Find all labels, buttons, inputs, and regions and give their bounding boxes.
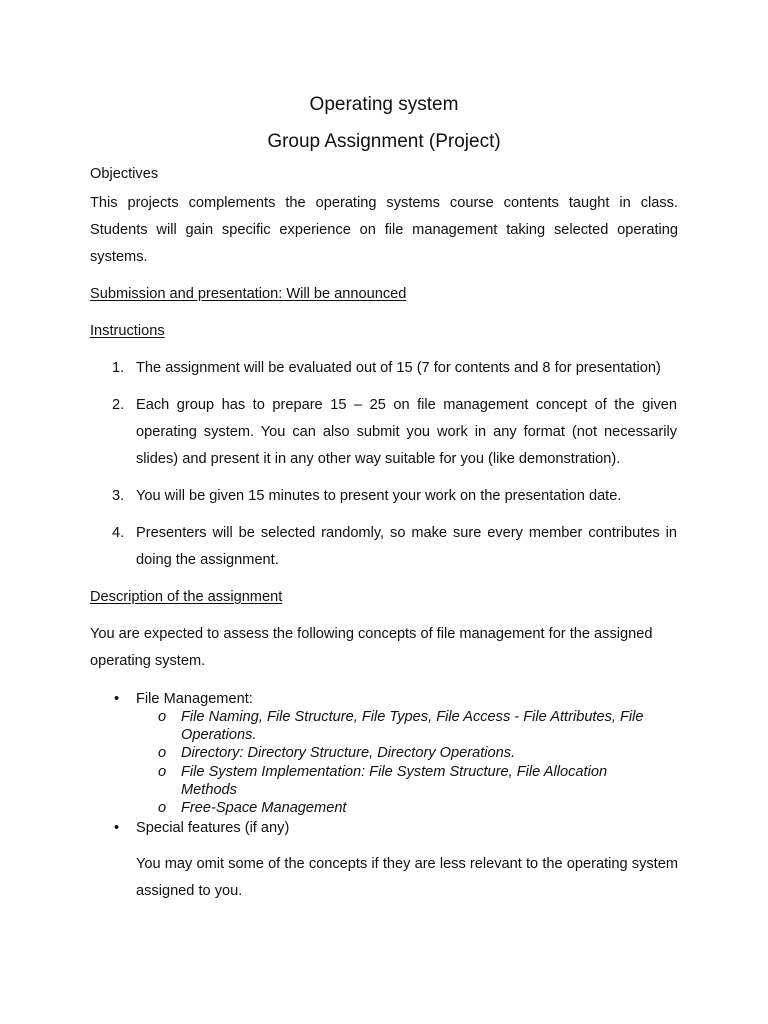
objectives-text: This projects complements the operating systems course contents taught in class. Students will gain specific experience on file management taking selected operating systems. bbox=[90, 195, 678, 265]
list-number: 2. bbox=[112, 397, 125, 413]
document-title: Operating system bbox=[309, 94, 459, 115]
sub-bullet-mark: o bbox=[158, 709, 167, 725]
instruction-text: The assignment will be evaluated out of 15 (7 for contents and 8 for presentation) bbox=[136, 360, 661, 376]
sub-bullet-mark: o bbox=[158, 764, 167, 780]
instruction-text: Presenters will be selected randomly, so make sure every member contributes in doing the assignment. bbox=[136, 525, 677, 568]
sub-item-text: Free-Space Management bbox=[181, 800, 347, 816]
sub-item-text: Directory: Directory Structure, Directory Operations. bbox=[181, 745, 516, 761]
bullet-text: Special features (if any) bbox=[136, 820, 290, 836]
description-heading: Description of the assignment bbox=[90, 589, 283, 605]
list-number: 4. bbox=[112, 525, 125, 541]
submission-heading: Submission and presentation: Will be announced bbox=[90, 286, 407, 302]
closing-paragraph: You may omit some of the concepts if they are less relevant to the operating system assigned to you. bbox=[136, 856, 678, 899]
description-intro: You are expected to assess the following concepts of file management for the assigned operating system. bbox=[90, 626, 653, 669]
sub-bullet-mark: o bbox=[158, 745, 167, 761]
bullet-mark: • bbox=[114, 691, 120, 707]
instruction-text: You will be given 15 minutes to present your work on the presentation date. bbox=[136, 488, 622, 504]
sub-bullet-mark: o bbox=[158, 800, 167, 816]
instructions-heading: Instructions bbox=[90, 323, 165, 339]
sub-item-text: File Naming, File Structure, File Types, File Access - File Attributes, File Operations. bbox=[181, 709, 644, 743]
list-number: 3. bbox=[112, 488, 125, 504]
document-subtitle: Group Assignment (Project) bbox=[267, 131, 501, 152]
bullet-text: File Management: bbox=[136, 691, 253, 707]
bullet-mark: • bbox=[114, 820, 120, 836]
sub-item-text: File System Implementation: File System Structure, File Allocation Methods bbox=[181, 764, 608, 798]
objectives-heading: Objectives bbox=[90, 166, 159, 182]
list-number: 1. bbox=[112, 360, 125, 376]
instruction-text: Each group has to prepare 15 – 25 on file management concept of the given operating system. You can also submit you work in any format (not necessarily slides) and present it in any other way suitable for you (like demonstration). bbox=[136, 397, 677, 467]
